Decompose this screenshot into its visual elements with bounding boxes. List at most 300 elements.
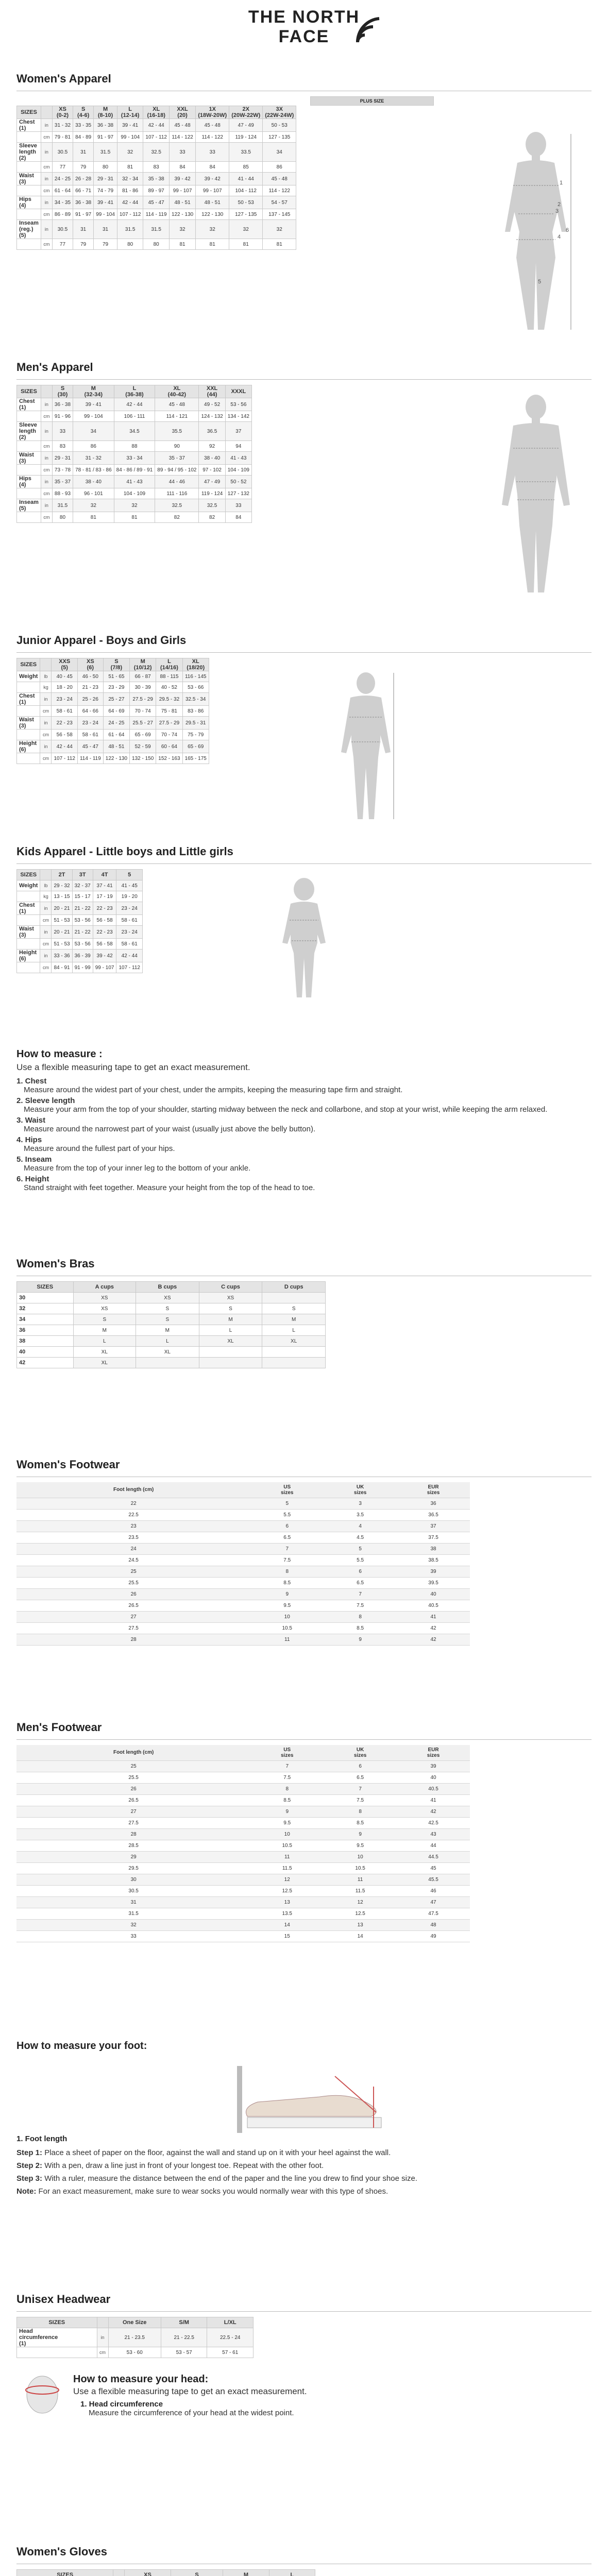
unit-cell: in	[40, 926, 52, 939]
table-header-cell: SIZES	[17, 106, 41, 119]
table-cell: 53 - 56	[72, 939, 93, 950]
table-row	[16, 1760, 470, 1772]
measure-instructions	[16, 1077, 592, 1192]
instruction-name: 5. Inseam	[16, 1155, 52, 1164]
table-cell: 58 - 61	[52, 706, 78, 717]
row-label: Inseam (5)	[17, 499, 41, 512]
table-cell: 32 - 37	[72, 880, 93, 891]
table-cell: 21 - 22	[72, 902, 93, 915]
table-cell: 30 - 39	[130, 682, 156, 693]
row-label: 27	[16, 1806, 250, 1817]
table-cell: 32	[196, 220, 229, 239]
table-cell: 13.5	[250, 1908, 324, 1919]
table-header-cell: SIZES	[17, 2570, 113, 2576]
table-cell: 37 - 41	[93, 880, 116, 891]
table-header-cell: L (12-14)	[117, 106, 143, 119]
row-label: Inseam (reg.) (5)	[17, 220, 41, 239]
table-cell: 11	[250, 1634, 324, 1645]
table-header-cell	[40, 870, 52, 880]
row-label: 32	[16, 1919, 250, 1930]
head-circumference-name: 1. Head circumference	[80, 2400, 163, 2409]
table-cell: 38	[397, 1543, 470, 1554]
table-row	[16, 1634, 470, 1645]
table-cell: 40	[397, 1772, 470, 1783]
table-cell: 99 - 107	[93, 962, 116, 973]
table-cell: 31.5	[143, 220, 170, 239]
table-cell: 5	[250, 1498, 324, 1509]
how-to-measure-subtitle: Use a flexible measuring tape to get an exact measurement.	[16, 1062, 250, 1072]
row-label: 24.5	[16, 1554, 250, 1566]
womens-gloves-section	[16, 2545, 592, 2576]
table-cell: 6	[250, 1520, 324, 1532]
table-header-cell: L	[269, 2570, 315, 2576]
table-row	[17, 926, 143, 939]
row-label: Weight	[17, 880, 40, 891]
table-cell: 45	[397, 1862, 470, 1874]
womens-apparel-table	[16, 106, 296, 250]
table-header-cell: XXL (20)	[169, 106, 195, 119]
table-cell: 32	[263, 220, 296, 239]
table-cell: 37.5	[397, 1532, 470, 1543]
table-cell: 10	[250, 1611, 324, 1622]
row-label: 34	[17, 1314, 74, 1325]
table-cell: 46 - 50	[77, 671, 103, 682]
table-cell: 32	[117, 143, 143, 162]
table-cell: 39 - 41	[117, 119, 143, 132]
table-cell: 26 - 28	[73, 173, 94, 185]
instruction-item	[16, 1096, 592, 1114]
mens-footwear-table	[16, 1745, 470, 1942]
table-cell: 114 - 119	[77, 753, 103, 764]
unit-cell: in	[41, 173, 52, 185]
table-cell: 33	[169, 143, 195, 162]
unit-cell: in	[40, 902, 52, 915]
table-cell: 84 - 91	[52, 962, 72, 973]
man-figure-icon	[495, 392, 577, 598]
how-head-block	[16, 2371, 592, 2428]
table-cell: 81	[229, 239, 263, 250]
table-cell: 7	[324, 1588, 397, 1600]
instruction-desc: Measure from the top of your inner leg to the bottom of your ankle.	[24, 1164, 251, 1173]
divider	[16, 2311, 592, 2312]
unit-cell: cm	[40, 915, 52, 926]
row-label: 30.5	[16, 1885, 250, 1896]
head-measure-icon	[22, 2371, 63, 2418]
table-cell: 15	[250, 1930, 324, 1942]
table-cell: 88 - 115	[156, 671, 182, 682]
unit-cell: cm	[41, 441, 52, 452]
table-cell: 33 - 34	[114, 452, 155, 465]
table-cell: 34 - 35	[52, 196, 73, 209]
table-row	[17, 499, 252, 512]
table-row	[17, 185, 296, 196]
table-cell: 37	[397, 1520, 470, 1532]
table-cell: 32.5	[199, 499, 225, 512]
table-cell: 77	[52, 162, 73, 173]
table-cell: 20 - 21	[52, 902, 72, 915]
table-cell: 50 - 52	[225, 476, 251, 488]
how-head-title: How to measure your head:	[73, 2374, 209, 2385]
instruction-item	[16, 1077, 592, 1094]
table-cell: 4	[324, 1520, 397, 1532]
table-cell: 32	[73, 499, 114, 512]
table-row	[17, 950, 143, 962]
table-cell	[199, 1358, 262, 1368]
table-header-cell: L (14/16)	[156, 658, 182, 671]
table-cell: 48 - 51	[196, 196, 229, 209]
table-cell: 36 - 38	[94, 119, 117, 132]
row-label	[17, 185, 41, 196]
instruction-name: 2. Sleeve length	[16, 1096, 75, 1105]
table-cell: 127 - 135	[263, 132, 296, 143]
row-label: 33	[16, 1930, 250, 1942]
table-cell: 38.5	[397, 1554, 470, 1566]
head-circumference-desc: Measure the circumference of your head at the widest point.	[89, 2409, 294, 2417]
table-row	[17, 671, 209, 682]
table-cell: 29.5 - 31	[182, 717, 209, 730]
table-cell	[199, 1347, 262, 1358]
table-cell: 34	[263, 143, 296, 162]
table-cell: 36	[397, 1498, 470, 1509]
table-cell: XS	[136, 1293, 199, 1303]
table-row	[17, 1303, 326, 1314]
table-cell: 99 - 104	[94, 209, 117, 220]
unit-cell: cm	[41, 185, 52, 196]
table-cell: S	[199, 1303, 262, 1314]
unit-cell: cm	[41, 512, 52, 523]
table-header-cell: S	[171, 2570, 223, 2576]
table-cell: 86	[263, 162, 296, 173]
table-cell: 40 - 45	[52, 671, 78, 682]
step-label: Note:	[16, 2187, 37, 2196]
unit-cell: cm	[40, 753, 52, 764]
row-label	[17, 962, 40, 973]
table-row	[17, 730, 209, 740]
half-dome-logo-icon	[356, 8, 381, 44]
how-head-subtitle: Use a flexible measuring tape to get an exact measurement.	[73, 2386, 307, 2396]
row-label: Weight	[17, 671, 40, 682]
table-cell: S	[73, 1314, 136, 1325]
instruction-desc: Stand straight with feet together. Measure your height from the top of the head to toe.	[24, 1183, 315, 1192]
how-to-measure-title: How to measure :	[16, 1048, 103, 1060]
table-cell: 48	[397, 1919, 470, 1930]
table-cell: 42	[397, 1622, 470, 1634]
table-cell: 45 - 48	[263, 173, 296, 185]
table-cell: 86 - 89	[52, 209, 73, 220]
row-label: 28	[16, 1828, 250, 1840]
table-cell: 94	[225, 441, 251, 452]
figure-label-1: 1	[560, 180, 563, 186]
table-cell: 12.5	[250, 1885, 324, 1896]
table-cell: 119 - 124	[229, 132, 263, 143]
table-cell: 44.5	[397, 1851, 470, 1862]
row-label: Chest (1)	[17, 119, 41, 132]
unit-cell: cm	[41, 132, 52, 143]
table-cell: S	[262, 1303, 326, 1314]
figure-label-2: 2	[558, 201, 561, 208]
unit-cell: cm	[40, 730, 52, 740]
table-cell: 79 - 81	[52, 132, 73, 143]
table-cell: 56 - 58	[93, 915, 116, 926]
table-cell: 32.5	[143, 143, 170, 162]
table-cell: 29.5 - 32	[156, 693, 182, 706]
table-row	[17, 1336, 326, 1347]
row-label	[17, 682, 40, 693]
row-label: Hips (4)	[17, 476, 41, 488]
table-cell: 4.5	[324, 1532, 397, 1543]
table-header-cell: M	[223, 2570, 269, 2576]
mens-footwear-section	[16, 1721, 592, 1942]
table-cell: 41	[397, 1794, 470, 1806]
table-cell: 31.5	[94, 143, 117, 162]
table-cell: 60 - 64	[156, 740, 182, 753]
table-header-cell: S (4-6)	[73, 106, 94, 119]
table-cell: L	[136, 1336, 199, 1347]
row-label: 25.5	[16, 1772, 250, 1783]
table-cell: 33 - 35	[73, 119, 94, 132]
table-header-cell: SIZES	[17, 2317, 97, 2328]
row-label: 30	[17, 1293, 74, 1303]
table-cell: 19 - 20	[116, 891, 143, 902]
table-row	[17, 939, 143, 950]
table-cell: 80	[52, 512, 73, 523]
table-cell: 70 - 74	[156, 730, 182, 740]
table-cell: 38 - 40	[199, 452, 225, 465]
table-cell: 38 - 40	[73, 476, 114, 488]
row-label: 27.5	[16, 1622, 250, 1634]
table-header-cell: UK sizes	[324, 1745, 397, 1760]
row-label: Chest (1)	[17, 398, 41, 411]
table-cell: 45 - 48	[155, 398, 199, 411]
kids-apparel-title: Kids Apparel - Little boys and Little girls	[16, 845, 233, 858]
table-cell: XS	[73, 1293, 136, 1303]
table-row	[16, 1828, 470, 1840]
table-cell: 21 - 22	[72, 926, 93, 939]
table-cell: 10.5	[250, 1622, 324, 1634]
child-figure-icon	[335, 670, 397, 824]
table-cell: 66 - 71	[73, 185, 94, 196]
row-label	[17, 939, 40, 950]
unit-cell: in	[41, 476, 52, 488]
table-cell: 45 - 48	[196, 119, 229, 132]
table-cell: 99 - 104	[117, 132, 143, 143]
row-label: 25	[16, 1760, 250, 1772]
row-label	[17, 512, 41, 523]
table-row	[17, 162, 296, 173]
table-cell: 91 - 96	[52, 411, 73, 422]
table-cell: 122 - 130	[103, 753, 129, 764]
row-label: 30	[16, 1874, 250, 1885]
table-header-cell: XXXL	[225, 385, 251, 398]
table-cell: 122 - 130	[169, 209, 195, 220]
table-cell: 35 - 37	[52, 476, 73, 488]
table-cell: 9.5	[250, 1600, 324, 1611]
table-cell: 34.5	[114, 422, 155, 441]
row-label: 29.5	[16, 1862, 250, 1874]
table-cell: 77	[52, 239, 73, 250]
table-cell: 114 - 122	[263, 185, 296, 196]
row-label	[17, 465, 41, 476]
table-cell: 114 - 122	[169, 132, 195, 143]
unit-cell: cm	[97, 2347, 108, 2358]
womens-apparel-title: Women's Apparel	[16, 72, 111, 85]
table-cell: 45.5	[397, 1874, 470, 1885]
womens-gloves-table	[16, 2569, 315, 2576]
table-header-cell: 3X (22W-24W)	[263, 106, 296, 119]
unit-cell: cm	[41, 488, 52, 499]
row-label: Chest (1)	[17, 693, 40, 706]
unit-cell: in	[41, 143, 52, 162]
figure-label-3: 3	[555, 208, 559, 214]
instruction-desc: Measure around the widest part of your chest, under the armpits, keeping the measuring tape firm and straight.	[24, 1086, 403, 1094]
brand-logo-line1: THE NORTH	[248, 7, 360, 27]
table-row	[16, 1896, 470, 1908]
table-cell: 11	[324, 1874, 397, 1885]
table-cell: 7	[324, 1783, 397, 1794]
table-cell: 64 - 69	[103, 706, 129, 717]
table-header-cell: 5	[116, 870, 143, 880]
row-label: Hips (4)	[17, 196, 41, 209]
table-row	[16, 1794, 470, 1806]
table-cell: 29 - 32	[52, 880, 72, 891]
table-cell: 36 - 38	[52, 398, 73, 411]
table-cell: 33	[52, 422, 73, 441]
table-cell	[262, 1293, 326, 1303]
instruction-name: 3. Waist	[16, 1116, 46, 1125]
row-label: 40	[17, 1347, 74, 1358]
table-cell: 116 - 145	[182, 671, 209, 682]
table-cell: XL	[262, 1336, 326, 1347]
table-cell: 31 - 32	[73, 452, 114, 465]
table-cell: 8	[324, 1806, 397, 1817]
table-cell: 42 - 44	[117, 196, 143, 209]
table-cell: 40.5	[397, 1783, 470, 1794]
table-cell: 56 - 58	[52, 730, 78, 740]
row-label: 36	[17, 1325, 74, 1336]
table-cell: 51 - 53	[52, 939, 72, 950]
table-cell: 12.5	[324, 1908, 397, 1919]
table-cell: 31	[73, 143, 94, 162]
table-cell: 9	[324, 1634, 397, 1645]
table-cell: 13	[250, 1896, 324, 1908]
table-cell: M	[199, 1314, 262, 1325]
row-label: Head circumference (1)	[17, 2328, 97, 2347]
table-cell: 99 - 104	[73, 411, 114, 422]
table-cell: 104 - 109	[114, 488, 155, 499]
table-row	[17, 902, 143, 915]
table-cell: XL	[136, 1347, 199, 1358]
table-cell: 81	[73, 512, 114, 523]
table-cell: 84 - 89	[73, 132, 94, 143]
table-cell: 41 - 43	[114, 476, 155, 488]
table-row	[16, 1543, 470, 1554]
table-row	[17, 693, 209, 706]
table-header-cell	[113, 2570, 125, 2576]
row-label: 27	[16, 1611, 250, 1622]
table-cell: 42 - 44	[52, 740, 78, 753]
table-header-cell: L/XL	[207, 2317, 254, 2328]
row-label	[17, 730, 40, 740]
womens-bras-title: Women's Bras	[16, 1257, 95, 1270]
headwear-section	[16, 2293, 592, 2428]
table-cell: 7	[250, 1760, 324, 1772]
table-header-cell: SIZES	[17, 658, 40, 671]
table-cell: 65 - 69	[182, 740, 209, 753]
row-label	[17, 209, 41, 220]
table-cell: 6	[324, 1566, 397, 1577]
table-row	[16, 1862, 470, 1874]
table-cell: 127 - 135	[229, 209, 263, 220]
table-cell: 7	[250, 1543, 324, 1554]
table-header-cell: M (32-34)	[73, 385, 114, 398]
table-cell: 127 - 132	[225, 488, 251, 499]
table-cell: 114 - 121	[155, 411, 199, 422]
table-cell: 42 - 44	[114, 398, 155, 411]
table-header-cell: B cups	[136, 1282, 199, 1293]
table-cell: 36 - 38	[73, 196, 94, 209]
table-cell: 9	[250, 1588, 324, 1600]
table-cell: 27.5 - 29	[130, 693, 156, 706]
table-cell: 81 - 86	[117, 185, 143, 196]
table-cell: 49	[397, 1930, 470, 1942]
table-cell: 42	[397, 1806, 470, 1817]
table-row	[17, 753, 209, 764]
divider	[16, 652, 592, 653]
foot-length-heading: 1. Foot length	[16, 2134, 67, 2143]
mens-apparel-table	[16, 385, 252, 523]
table-row	[16, 1520, 470, 1532]
table-cell: 34	[73, 422, 114, 441]
table-cell: L	[262, 1325, 326, 1336]
table-cell: 3.5	[324, 1509, 397, 1520]
row-label: 23	[16, 1520, 250, 1532]
unit-cell: kg	[40, 682, 52, 693]
table-cell: 6.5	[250, 1532, 324, 1543]
table-cell: 44 - 46	[155, 476, 199, 488]
table-cell: 43	[397, 1828, 470, 1840]
unit-cell: cm	[41, 239, 52, 250]
table-cell: 23 - 24	[116, 902, 143, 915]
table-cell: 41 - 44	[229, 173, 263, 185]
table-cell: 24 - 25	[52, 173, 73, 185]
row-label: 24	[16, 1543, 250, 1554]
table-cell: 8.5	[250, 1577, 324, 1588]
table-row	[17, 1293, 326, 1303]
junior-apparel-title: Junior Apparel - Boys and Girls	[16, 634, 187, 647]
table-cell: 53 - 56	[72, 915, 93, 926]
table-cell: 80	[117, 239, 143, 250]
unit-cell: in	[41, 119, 52, 132]
table-cell: 61 - 64	[52, 185, 73, 196]
table-cell: S	[136, 1314, 199, 1325]
womens-bras-section	[16, 1257, 592, 1368]
unit-cell: in	[41, 452, 52, 465]
table-cell: 53 - 56	[225, 398, 251, 411]
table-cell: 29 - 31	[52, 452, 73, 465]
table-cell: 79	[73, 239, 94, 250]
table-cell: 32	[114, 499, 155, 512]
table-cell: 9.5	[250, 1817, 324, 1828]
table-row	[16, 1885, 470, 1896]
table-cell: 44	[397, 1840, 470, 1851]
womens-footwear-table	[16, 1482, 470, 1646]
table-cell: 32	[169, 220, 195, 239]
row-label: Waist (3)	[17, 173, 41, 185]
table-cell: 20 - 21	[52, 926, 72, 939]
table-cell: 35 - 38	[143, 173, 170, 185]
table-cell: 10.5	[324, 1862, 397, 1874]
table-cell: 45 - 47	[143, 196, 170, 209]
